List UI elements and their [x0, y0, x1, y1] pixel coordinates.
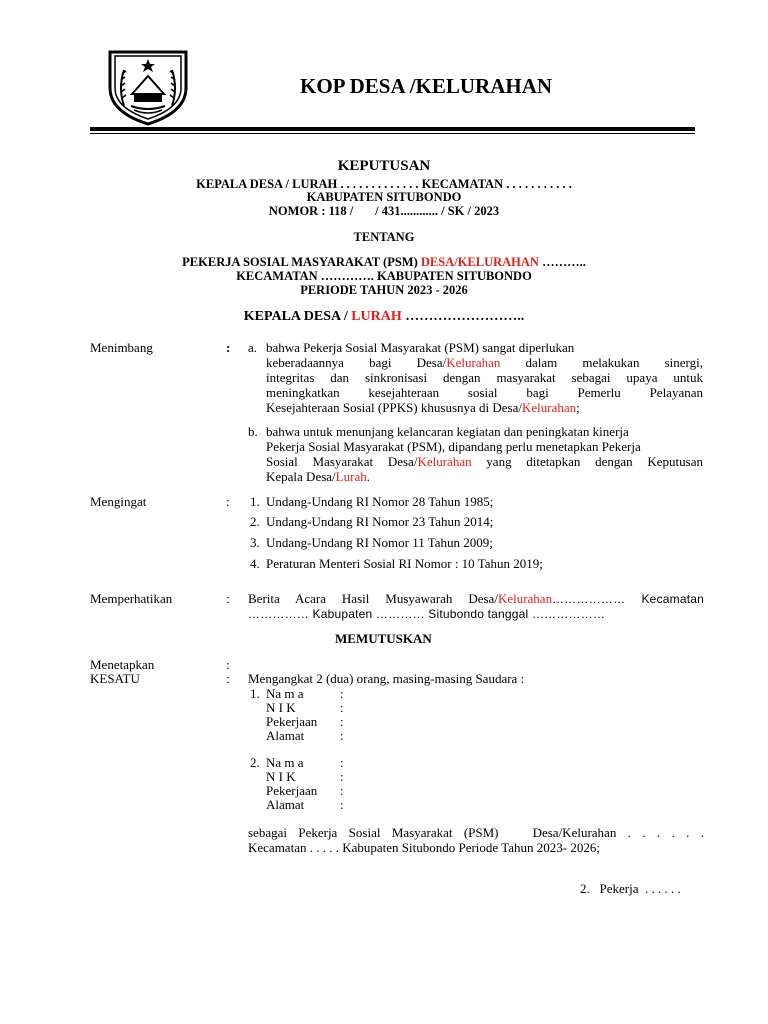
text-span: ……………… Kecamatan: [552, 592, 704, 606]
menimbang-a-text: [266, 340, 703, 415]
kepala-desa-line: KEPALA DESA / LURAH . . . . . . . . . . . . . KECAMATAN . . . . . . . . . . .: [196, 177, 572, 191]
person-field-label: N I K: [266, 700, 296, 715]
menimbang-a-line: [266, 355, 703, 370]
menimbang-a-line: bahwa Pekerja Sosial Masyarakat (PSM) sangat diperlukan: [266, 340, 575, 355]
kesatu-closing: [248, 825, 704, 855]
mengingat-item-num: 1.: [250, 494, 260, 509]
red-span: Kelurahan: [417, 454, 472, 469]
person-field-label: Na m a: [266, 755, 304, 770]
person-field-colon: :: [340, 728, 344, 743]
menimbang-b-line: [266, 469, 703, 484]
kop-title: KOP DESA /KELURAHAN: [300, 74, 553, 98]
regency-emblem-logo: [104, 48, 192, 126]
tentang-heading: TENTANG: [353, 230, 415, 244]
kesatu-closing-line: sebagai Pekerja Sosial Masyarakat (PSM) Desa/Kelurahan . . . . . .: [248, 825, 704, 840]
mengingat-item-num: 2.: [250, 514, 260, 529]
menimbang-b-line: Pekerja Sosial Masyarakat (PSM), dipandang perlu menetapkan Pekerja: [266, 439, 641, 454]
kabupaten-line: KABUPATEN SITUBONDO: [306, 190, 462, 204]
person-field-label: Na m a: [266, 686, 304, 701]
text-span: ;: [576, 400, 580, 415]
menimbang-a-line: [266, 400, 703, 415]
text-span: Sosial Masyarakat Desa/: [266, 454, 418, 469]
red-span: Lurah: [335, 469, 367, 484]
person-field-colon: :: [340, 714, 344, 729]
menimbang-colon: :: [226, 340, 231, 355]
kades-red-text: LURAH: [351, 309, 402, 324]
memperhatikan-line: [248, 591, 704, 607]
menimbang-a-line: integritas dan sinkronisasi dengan masyarakat sebagai upaya untuk: [266, 370, 703, 385]
menimbang-b-line: bahwa untuk menunjang kelancaran kegiatan dan peningkatan kinerja: [266, 424, 629, 439]
kesatu-intro: Mengangkat 2 (dua) orang, masing-masing Saudara :: [248, 671, 525, 686]
mengingat-item-text: Undang-Undang RI Nomor 28 Tahun 1985;: [266, 494, 494, 509]
kesatu-colon: :: [226, 671, 230, 686]
person-num: 2.: [250, 755, 260, 770]
text-span: yang ditetapkan dengan Keputusan: [471, 454, 703, 469]
person-field-label: N I K: [266, 769, 296, 784]
person-num: 1.: [250, 686, 260, 701]
menimbang-b-text: [266, 424, 703, 484]
memperhatikan-text: [248, 591, 704, 622]
text-span: .: [366, 469, 370, 484]
person-field-colon: :: [340, 755, 344, 770]
subject-line-1: [0, 255, 768, 270]
subject-line-2: KECAMATAN …………. KABUPATEN SITUBONDO: [236, 269, 532, 283]
menimbang-b-line: [266, 454, 703, 469]
person-field-colon: :: [340, 769, 344, 784]
next-page-catchword: 2. Pekerja . . . . . .: [580, 881, 681, 896]
kades-dots: ……………………..: [401, 309, 525, 324]
mengingat-colon: :: [226, 494, 230, 509]
person-field-colon: :: [340, 797, 344, 812]
menimbang-a-line: meningkatkan kesejahteraan sosial bagi Pemerlu Pelayanan: [266, 385, 703, 400]
person-field-label: Pekerjaan: [266, 783, 318, 798]
kesatu-label: KESATU: [90, 671, 140, 686]
text-span: Kepala Desa/: [266, 469, 336, 484]
subject-line-3: PERIODE TAHUN 2023 - 2026: [300, 283, 468, 297]
red-span: Kelurahan: [446, 355, 501, 370]
person-field-label: Pekerjaan: [266, 714, 318, 729]
person-field-label: Alamat: [266, 728, 305, 743]
text-span: keberadaannya bagi Desa/: [266, 355, 447, 370]
subject-text: PEKERJA SOSIAL MASYARAKAT (PSM): [182, 255, 421, 269]
memutuskan-heading: MEMUTUSKAN: [335, 631, 432, 646]
menimbang-b-marker: b.: [248, 424, 258, 439]
mengingat-item-num: 4.: [250, 556, 260, 571]
mengingat-item-text: Peraturan Menteri Sosial RI Nomor : 10 Tahun 2019;: [266, 556, 543, 571]
menimbang-a-marker: a.: [248, 340, 258, 355]
person-field-colon: :: [340, 700, 344, 715]
menetapkan-label: Menetapkan: [90, 657, 155, 672]
mengingat-item-text: Undang-Undang RI Nomor 23 Tahun 2014;: [266, 514, 494, 529]
memperhatikan-label: Memperhatikan: [90, 591, 173, 606]
kades-text: KEPALA DESA /: [243, 309, 352, 324]
subject-red-text: DESA/KELURAHAN: [420, 255, 539, 269]
person-field-colon: :: [340, 686, 344, 701]
text-span: dalam melakukan sinergi,: [500, 355, 703, 370]
memperhatikan-colon: :: [226, 591, 230, 606]
memperhatikan-line: …………… Kabupaten ………… Situbondo tanggal ………………: [248, 607, 606, 621]
text-span: Berita Acara Hasil Musyawarah Desa/: [248, 591, 498, 606]
nomor-line: NOMOR : 118 / / 431............ / SK / 2023: [268, 204, 500, 218]
letterhead-rule-thick: [90, 127, 695, 131]
kesatu-closing-line: Kecamatan . . . . . Kabupaten Situbondo Periode Tahun 2023- 2026;: [248, 840, 600, 855]
menetapkan-colon: :: [226, 657, 230, 672]
kepala-desa-heading: [0, 309, 768, 325]
person-field-label: Alamat: [266, 797, 305, 812]
subject-dots: ………..: [538, 255, 586, 269]
letterhead-rule-thin: [90, 133, 695, 134]
menimbang-label: Menimbang: [90, 340, 153, 355]
mengingat-item-num: 3.: [250, 535, 260, 550]
keputusan-heading: KEPUTUSAN: [337, 158, 431, 174]
red-span: Kelurahan: [522, 400, 577, 415]
mengingat-item-text: Undang-Undang RI Nomor 11 Tahun 2009;: [266, 535, 493, 550]
person-field-colon: :: [340, 783, 344, 798]
mengingat-label: Mengingat: [90, 494, 147, 509]
red-span: Kelurahan: [497, 591, 553, 606]
text-span: Kesejahteraan Sosial (PPKS) khususnya di Desa/: [266, 400, 522, 415]
